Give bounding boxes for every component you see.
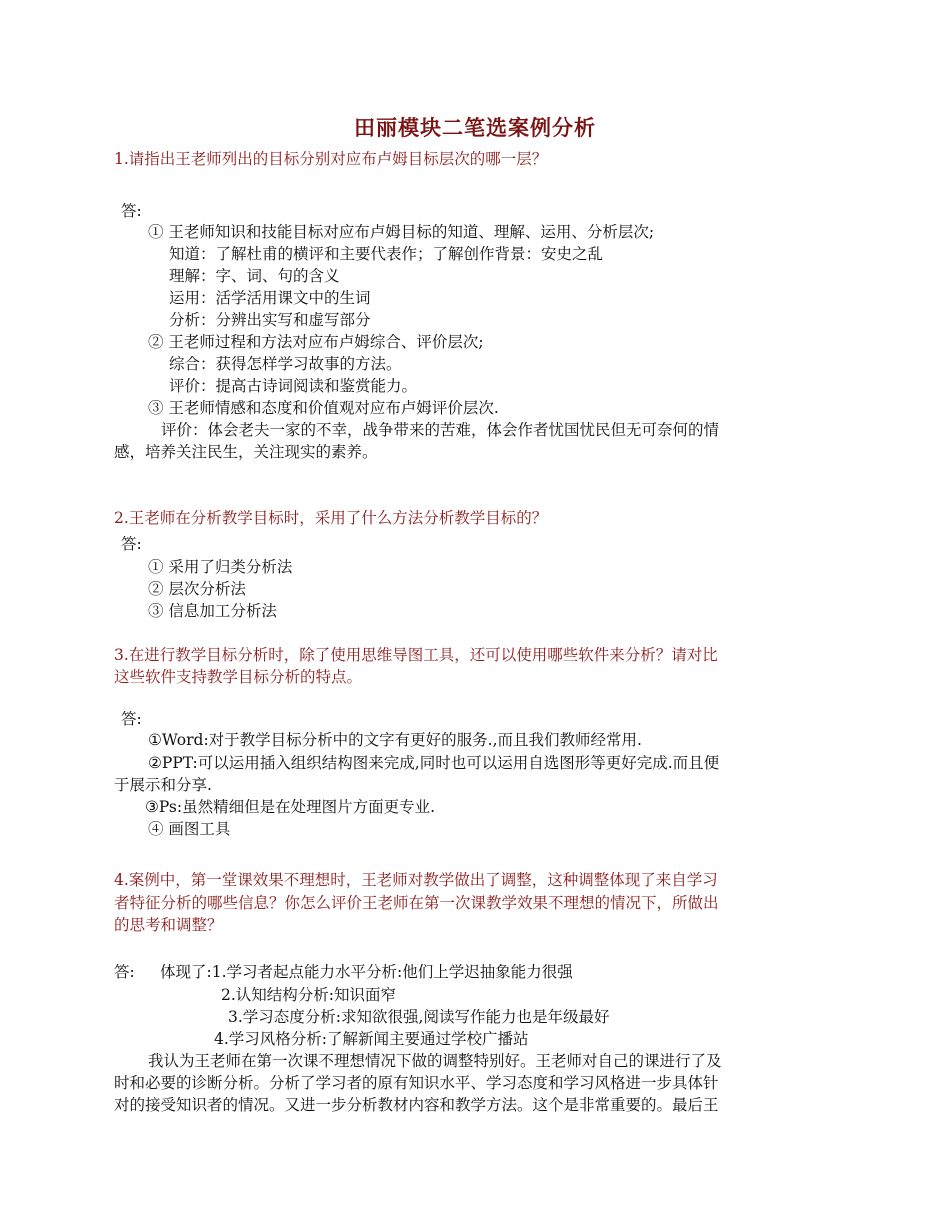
question-4-line-3: 的思考和调整？ — [114, 916, 223, 934]
question-2: 2.王老师在分析教学目标时，采用了什么方法分析教学目标的？ — [114, 509, 548, 527]
question-1: 1.请指出王老师列出的目标分别对应布卢姆目标层次的哪一层？ — [114, 150, 548, 168]
answer-3-line: ③Ps:虽然精细但是在处理图片方面更专业. — [145, 798, 436, 816]
answer-2-line: ① 采用了归类分析法 — [148, 558, 293, 576]
answer-label-3: 答: — [121, 710, 142, 728]
answer-1-line: 理解：字、词、句的含义 — [169, 267, 340, 285]
answer-2-line: ② 层次分析法 — [148, 580, 246, 598]
answer-1-line: 综合：获得怎样学习故事的方法。 — [169, 355, 402, 373]
answer-3-line: ①Word:对于教学目标分析中的文字有更好的服务.,而且我们教师经常用. — [148, 731, 642, 749]
page-title: 田丽模块二笔选案例分析 — [354, 116, 596, 140]
answer-4-line: 时和必要的诊断分析。分析了学习者的原有知识水平、学习态度和学习风格进一步具体针 — [114, 1074, 719, 1092]
answer-4-line: 体现了:1.学习者起点能力水平分析:他们上学迟抽象能力很强 — [160, 963, 573, 981]
answer-label-1: 答: — [121, 202, 142, 220]
question-4-line-1: 4.案例中，第一堂课效果不理想时，王老师对教学做出了调整，这种调整体现了来自学习 — [114, 871, 718, 889]
answer-3-line: ④ 画图工具 — [148, 820, 231, 838]
answer-label-2: 答: — [121, 535, 142, 553]
answer-label-4: 答: — [114, 963, 135, 981]
answer-1-line: 知道：了解杜甫的横评和主要代表作；了解创作背景：安史之乱 — [169, 245, 604, 263]
question-4-line-2: 者特征分析的哪些信息？你怎么评价王老师在第一次课教学效果不理想的情况下，所做出 — [114, 894, 719, 912]
answer-1-line: 评价：体会老夫一家的不幸，战争带来的苦难，体会作者忧国忧民但无可奈何的情 — [161, 421, 720, 439]
answer-1-line: ③ 王老师情感和态度和价值观对应布卢姆评价层次. — [148, 399, 499, 417]
answer-4-line: 4.学习风格分析:了解新闻主要通过学校广播站 — [214, 1030, 529, 1048]
question-3-line-2: 这些软件支持教学目标分析的特点。 — [114, 668, 363, 686]
question-3-line-1: 3.在进行教学目标分析时，除了使用思维导图工具，还可以使用哪些软件来分析？请对比 — [114, 646, 718, 664]
answer-4-line: 3.学习态度分析:求知欲很强,阅读写作能力也是年级最好 — [228, 1008, 610, 1026]
answer-1-line: 感，培养关注民生，关注现实的素养。 — [114, 443, 378, 461]
answer-4-line: 2.认知结构分析:知识面窄 — [221, 986, 397, 1004]
answer-3-line: ②PPT:可以运用插入组织结构图来完成,同时也可以运用自选图形等更好完成.而且便 — [148, 754, 720, 772]
answer-3-line: 于展示和分享. — [114, 776, 212, 794]
answer-1-line: ① 王老师知识和技能目标对应布卢姆目标的知道、理解、运用、分析层次; — [148, 223, 655, 241]
answer-2-line: ③ 信息加工分析法 — [148, 602, 277, 620]
answer-4-line: 我认为王老师在第一次课不理想情况下做的调整特别好。王老师对自己的课进行了及 — [148, 1052, 722, 1070]
answer-1-line: 运用：活学活用课文中的生词 — [169, 289, 371, 307]
answer-1-line: 评价：提高古诗词阅读和鉴赏能力。 — [169, 377, 418, 395]
answer-4-line: 对的接受知识者的情况。又进一步分析教材内容和教学方法。这个是非常重要的。最后王 — [114, 1096, 719, 1114]
answer-1-line: ② 王老师过程和方法对应布卢姆综合、评价层次; — [148, 333, 484, 351]
answer-1-line: 分析：分辨出实写和虚写部分 — [169, 311, 371, 329]
